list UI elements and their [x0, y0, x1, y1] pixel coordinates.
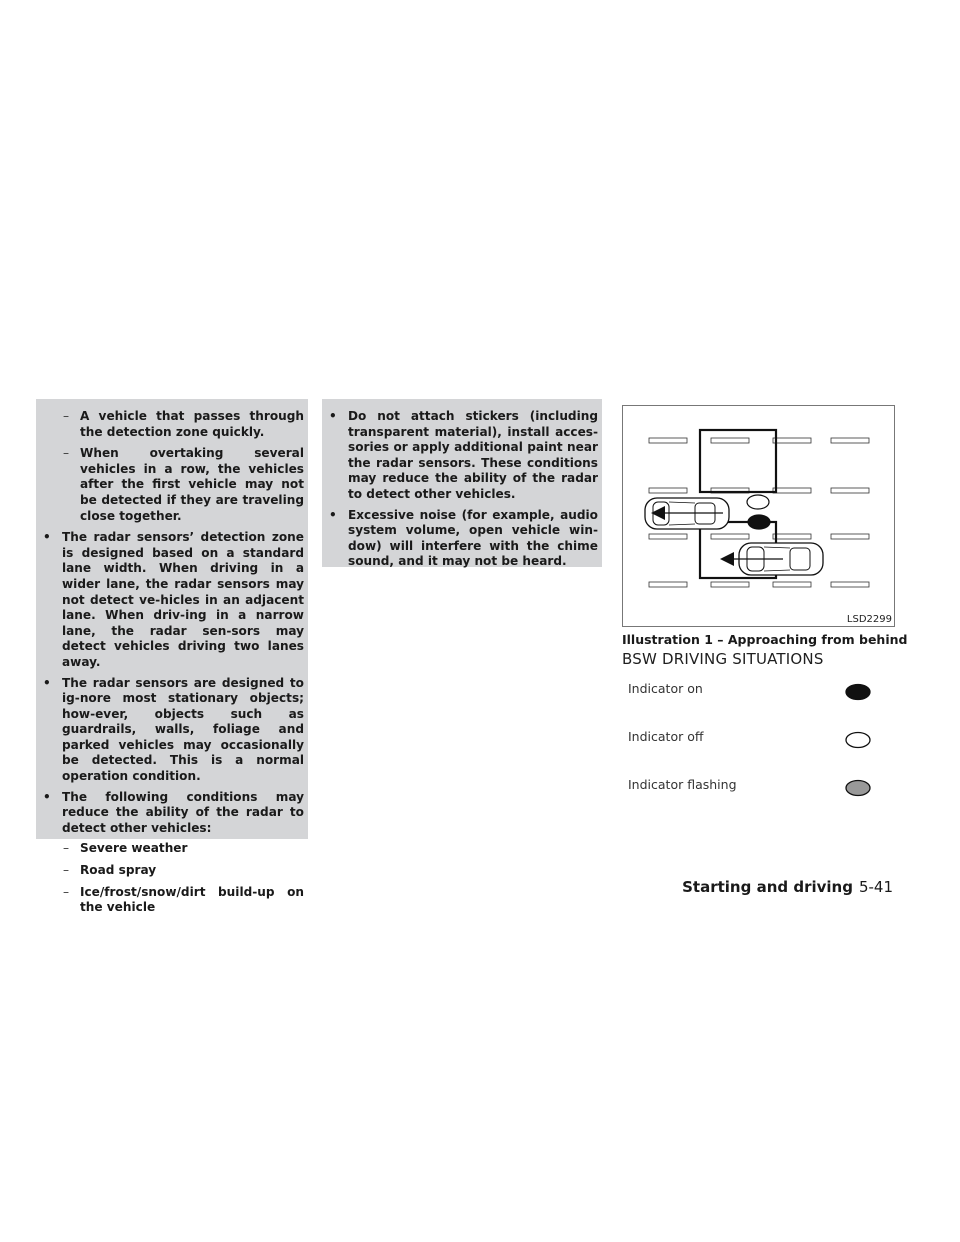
caution-box-right — [322, 399, 602, 567]
legend-indicator-off-icon — [844, 731, 872, 749]
bsw-diagram-svg — [623, 406, 894, 626]
bullet-item: • Excessive noise (for example, audio system volume, open vehicle win-dow) will interfere with the chime sound, and it may not be heard. — [328, 508, 598, 570]
indicator-on-icon — [748, 515, 770, 529]
section-title: BSW DRIVING SITUATIONS — [622, 650, 824, 668]
legend-label-off: Indicator off — [628, 729, 704, 744]
bullet-item: • The radar sensors are designed to ig-nore most stationary objects; how-ever, objects such as guardrails, walls, foliage and parked vehicles may occasionally be detected. This is a normal operation condition. — [42, 676, 304, 785]
lane-mark — [831, 438, 869, 443]
bsw-illustration — [622, 405, 895, 627]
lane-mark — [831, 582, 869, 587]
sub-item: – Road spray — [42, 863, 304, 879]
indicator-off-icon — [747, 495, 769, 509]
legend-label-on: Indicator on — [628, 681, 703, 696]
lane-mark — [773, 488, 811, 493]
lane-mark — [711, 438, 749, 443]
legend-label-flashing: Indicator flashing — [628, 777, 737, 792]
legend-indicator-on-icon — [844, 683, 872, 701]
page-footer — [682, 878, 893, 896]
sub-item: – Severe weather — [42, 841, 304, 857]
lane-mark — [711, 534, 749, 539]
sub-item: – A vehicle that passes through the detection zone quickly. — [42, 409, 304, 440]
lane-mark — [773, 582, 811, 587]
lane-mark — [649, 534, 687, 539]
page-number: 5-41 — [858, 878, 893, 896]
lane-mark — [649, 438, 687, 443]
figure-code: LSD2299 — [846, 614, 892, 625]
lane-mark — [711, 582, 749, 587]
bullet-item: • The following conditions may reduce the ability of the radar to detect other vehicles: — [42, 790, 304, 837]
bullet-item: • Do not attach stickers (including transparent material), install acces-sories or apply additional paint near the radar sensors. These conditions may reduce the ability of the radar to detect other vehicles. — [328, 409, 598, 503]
approach-arrow-head — [720, 552, 734, 566]
caution-box-left — [36, 399, 308, 915]
legend-indicator-flashing-icon — [844, 779, 872, 797]
own-vehicle — [645, 498, 729, 529]
lane-mark — [773, 438, 811, 443]
lane-mark — [649, 582, 687, 587]
sub-item: – Ice/frost/snow/dirt build-up on the vehicle — [42, 885, 304, 916]
lane-mark — [649, 488, 687, 493]
figure-caption: Illustration 1 – Approaching from behind — [622, 632, 908, 647]
footer-section: Starting and driving — [682, 878, 853, 896]
lane-mark — [831, 488, 869, 493]
sub-item: – When overtaking several vehicles in a row, the vehicles after the first vehicle may not be detected if they are traveling close together. — [42, 446, 304, 524]
bullet-item: • The radar sensors’ detection zone is designed based on a standard lane width. When driving in a wider lane, the radar sensors may not detect ve-hicles in an adjacent lane. When driv-ing in a narrow lane, the radar sen-sors may detect vehicles driving two lanes away. — [42, 530, 304, 670]
lane-mark — [773, 534, 811, 539]
lane-mark — [831, 534, 869, 539]
